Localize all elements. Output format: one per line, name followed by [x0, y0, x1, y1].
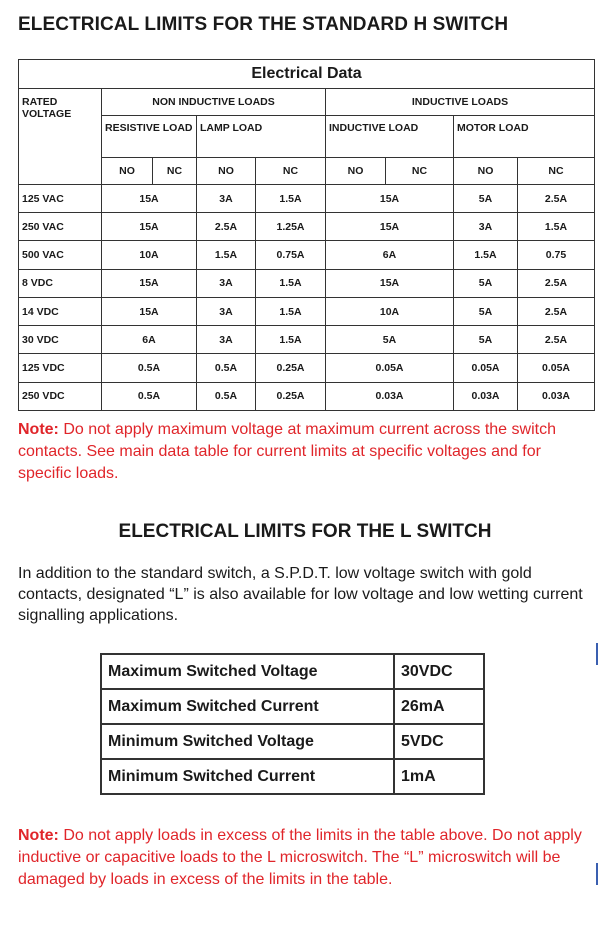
- voltage-cell: 250 VDC: [19, 382, 102, 410]
- rated-voltage-header: RATED VOLTAGE: [19, 89, 102, 185]
- note-label: Note:: [18, 827, 59, 844]
- motor-nc-cell: 2.5A: [518, 297, 595, 325]
- lamp-no-cell: 3A: [197, 297, 256, 325]
- lamp-no-cell: 3A: [197, 326, 256, 354]
- lamp-nc-cell: 1.5A: [256, 269, 326, 297]
- table-row: [19, 354, 595, 382]
- lamp-no-cell: 2.5A: [197, 213, 256, 241]
- table-row: [19, 269, 595, 297]
- h-switch-heading: ELECTRICAL LIMITS FOR THE STANDARD H SWITCH: [18, 14, 509, 35]
- table-title: Electrical Data: [19, 60, 595, 89]
- motor-nc-cell: 2.5A: [518, 269, 595, 297]
- motor-nc-cell: 0.03A: [518, 382, 595, 410]
- resistive-cell: 15A: [102, 297, 197, 325]
- inductive-load-header: INDUCTIVE LOAD: [326, 116, 454, 157]
- voltage-cell: 125 VAC: [19, 184, 102, 212]
- limit-row: [101, 689, 484, 724]
- voltage-cell: 125 VDC: [19, 354, 102, 382]
- lamp-no-cell: 3A: [197, 184, 256, 212]
- lamp-no-cell: 0.5A: [197, 354, 256, 382]
- inductive-no-header: NO: [326, 157, 386, 184]
- resistive-nc-header: NC: [153, 157, 197, 184]
- lamp-nc-cell: 0.75A: [256, 241, 326, 269]
- lamp-nc-cell: 1.5A: [256, 297, 326, 325]
- table-row: [19, 184, 595, 212]
- lamp-nc-cell: 1.25A: [256, 213, 326, 241]
- motor-nc-cell: 0.05A: [518, 354, 595, 382]
- motor-no-cell: 3A: [454, 213, 518, 241]
- motor-no-cell: 0.05A: [454, 354, 518, 382]
- voltage-cell: 500 VAC: [19, 241, 102, 269]
- table-row: [19, 241, 595, 269]
- limit-label: Maximum Switched Voltage: [101, 654, 394, 689]
- note-text: Do not apply maximum voltage at maximum current across the switch contacts. See main data table for current limits at specific voltages and for specific loads.: [18, 421, 556, 482]
- inductive-cell: 5A: [326, 326, 454, 354]
- h-switch-note: [18, 419, 596, 485]
- inductive-cell: 15A: [326, 184, 454, 212]
- l-switch-limits-table: [100, 653, 485, 795]
- resistive-cell: 0.5A: [102, 382, 197, 410]
- lamp-nc-header: NC: [256, 157, 326, 184]
- resistive-cell: 15A: [102, 213, 197, 241]
- motor-no-cell: 0.03A: [454, 382, 518, 410]
- inductive-cell: 6A: [326, 241, 454, 269]
- motor-no-cell: 1.5A: [454, 241, 518, 269]
- inductive-cell: 0.05A: [326, 354, 454, 382]
- limit-row: [101, 759, 484, 794]
- resistive-cell: 6A: [102, 326, 197, 354]
- motor-no-cell: 5A: [454, 184, 518, 212]
- lamp-load-header: LAMP LOAD: [197, 116, 326, 157]
- inductive-nc-header: NC: [386, 157, 454, 184]
- note-text: Do not apply loads in excess of the limits in the table above. Do not apply inductive or capacitive loads to the L microswitch. The “L” microswitch will be damaged by loads in excess of the limits in the table.: [18, 827, 582, 888]
- inductive-header: INDUCTIVE LOADS: [326, 89, 595, 116]
- voltage-cell: 14 VDC: [19, 297, 102, 325]
- resistive-load-header: RESISTIVE LOAD: [102, 116, 197, 157]
- voltage-cell: 250 VAC: [19, 213, 102, 241]
- note-label: Note:: [18, 421, 59, 438]
- lamp-nc-cell: 0.25A: [256, 354, 326, 382]
- motor-nc-cell: 0.75: [518, 241, 595, 269]
- table-row: [19, 326, 595, 354]
- voltage-cell: 30 VDC: [19, 326, 102, 354]
- non-inductive-header: NON INDUCTIVE LOADS: [102, 89, 326, 116]
- limit-value: 26mA: [394, 689, 484, 724]
- limit-value: 1mA: [394, 759, 484, 794]
- electrical-data-table: [18, 59, 595, 411]
- table-row: [19, 213, 595, 241]
- voltage-cell: 8 VDC: [19, 269, 102, 297]
- lamp-nc-cell: 1.5A: [256, 184, 326, 212]
- lamp-nc-cell: 0.25A: [256, 382, 326, 410]
- l-switch-description: In addition to the standard switch, a S.P.D.T. low voltage switch with gold contacts, designated “L” is also available for low voltage and low wetting current signalling applications.: [18, 565, 583, 624]
- limit-row: [101, 654, 484, 689]
- limit-row: [101, 724, 484, 759]
- motor-nc-cell: 2.5A: [518, 326, 595, 354]
- table-row: [19, 382, 595, 410]
- inductive-cell: 15A: [326, 213, 454, 241]
- inductive-cell: 10A: [326, 297, 454, 325]
- resistive-cell: 10A: [102, 241, 197, 269]
- limit-value: 5VDC: [394, 724, 484, 759]
- table-row: [19, 297, 595, 325]
- l-switch-heading: ELECTRICAL LIMITS FOR THE L SWITCH: [118, 521, 492, 542]
- edge-marker: [596, 863, 598, 885]
- resistive-cell: 0.5A: [102, 354, 197, 382]
- inductive-cell: 15A: [326, 269, 454, 297]
- lamp-no-cell: 0.5A: [197, 382, 256, 410]
- motor-no-cell: 5A: [454, 269, 518, 297]
- lamp-no-cell: 1.5A: [197, 241, 256, 269]
- motor-nc-cell: 2.5A: [518, 184, 595, 212]
- limit-label: Minimum Switched Current: [101, 759, 394, 794]
- l-switch-note: [18, 825, 598, 891]
- resistive-cell: 15A: [102, 184, 197, 212]
- motor-no-cell: 5A: [454, 297, 518, 325]
- limit-value: 30VDC: [394, 654, 484, 689]
- limit-label: Minimum Switched Voltage: [101, 724, 394, 759]
- motor-no-cell: 5A: [454, 326, 518, 354]
- resistive-no-header: NO: [102, 157, 153, 184]
- lamp-no-header: NO: [197, 157, 256, 184]
- motor-load-header: MOTOR LOAD: [454, 116, 595, 157]
- inductive-cell: 0.03A: [326, 382, 454, 410]
- motor-nc-header: NC: [518, 157, 595, 184]
- motor-nc-cell: 1.5A: [518, 213, 595, 241]
- limit-label: Maximum Switched Current: [101, 689, 394, 724]
- lamp-nc-cell: 1.5A: [256, 326, 326, 354]
- edge-marker: [596, 643, 598, 665]
- motor-no-header: NO: [454, 157, 518, 184]
- lamp-no-cell: 3A: [197, 269, 256, 297]
- resistive-cell: 15A: [102, 269, 197, 297]
